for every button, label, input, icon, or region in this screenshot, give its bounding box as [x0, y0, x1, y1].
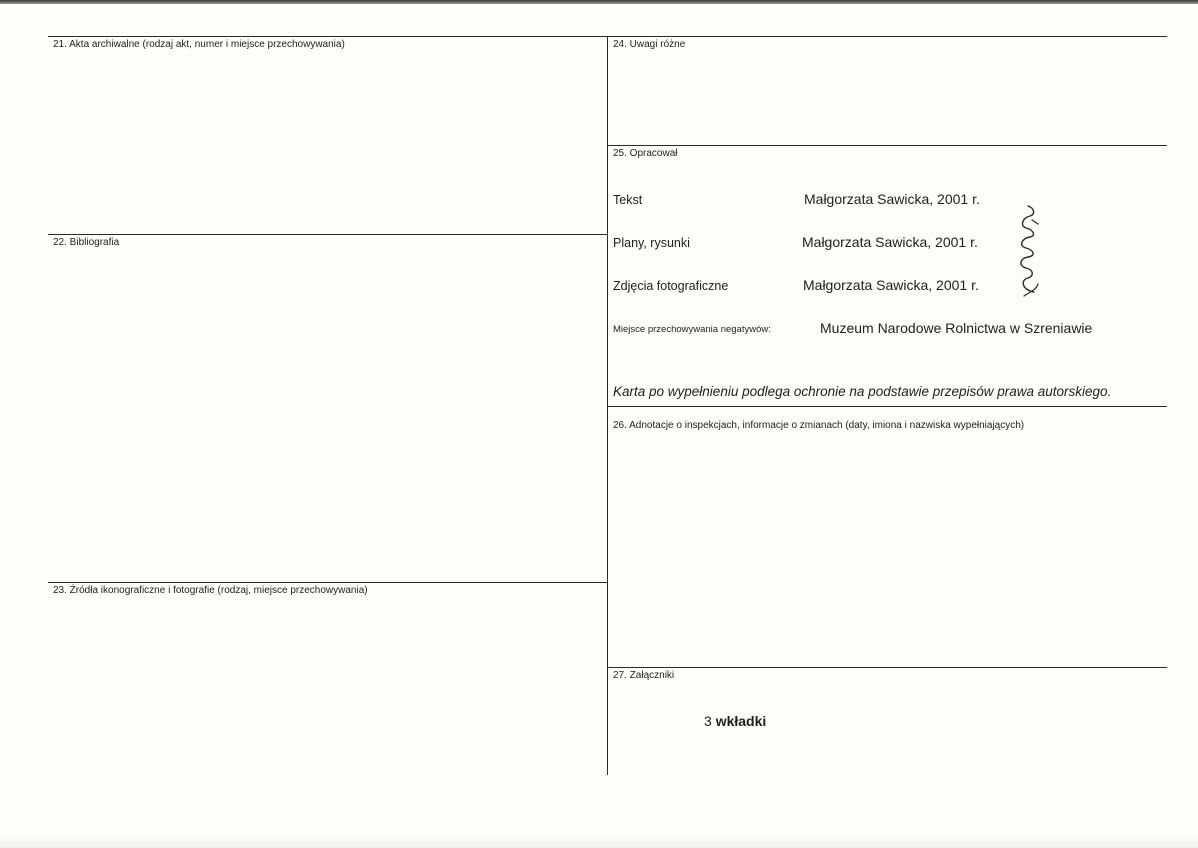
section-21-label: 21. Akta archiwalne (rodzaj akt, numer i miejsce przechowywania)	[53, 39, 345, 50]
handwritten-signature	[1004, 200, 1044, 300]
section-22-label: 22. Bibliografia	[53, 237, 120, 248]
section-23-rule	[48, 582, 607, 583]
section-24-label: 24. Uwagi różne	[613, 39, 686, 50]
section-25-rule	[607, 145, 1167, 146]
text-author-value: Małgorzata Sawicka, 2001 r.	[804, 191, 980, 207]
scan-bottom-edge	[0, 836, 1198, 848]
photos-author-label: Zdjęcia fotograficzne	[613, 279, 729, 293]
section-26-rule	[607, 406, 1167, 407]
section-23-label: 23. Źródła ikonograficzne i fotografie (rodzaj, miejsce przechowywania)	[53, 585, 368, 596]
section-26-label: 26. Adnotacje o inspekcjach, informacje o zmianach (daty, imiona i nazwiska wypełniających)	[613, 420, 1025, 431]
copyright-note: Karta po wypełnieniu podlega ochronie na podstawie przepisów prawa autorskiego.	[613, 384, 1112, 399]
section-27-label: 27. Załączniki	[613, 670, 675, 681]
attachments-word: wkładki	[715, 713, 767, 729]
photos-author-value: Małgorzata Sawicka, 2001 r.	[803, 277, 979, 293]
attachments-value	[704, 712, 766, 730]
negatives-location-value: Muzeum Narodowe Rolnictwa w Szreniawie	[820, 320, 1093, 336]
section-27-rule	[607, 667, 1167, 668]
section-24-rule	[607, 36, 1167, 37]
section-25-label: 25. Opracował	[613, 148, 678, 159]
section-22-rule	[48, 234, 607, 235]
drawings-author-value: Małgorzata Sawicka, 2001 r.	[802, 234, 978, 250]
section-21-rule	[48, 36, 607, 37]
drawings-author-label: Plany, rysunki	[613, 236, 690, 250]
scan-top-edge	[0, 0, 1198, 4]
negatives-location-label: Miejsce przechowywania negatywów:	[613, 324, 771, 335]
text-author-label: Tekst	[613, 193, 643, 207]
attachments-count: 3	[704, 713, 712, 729]
